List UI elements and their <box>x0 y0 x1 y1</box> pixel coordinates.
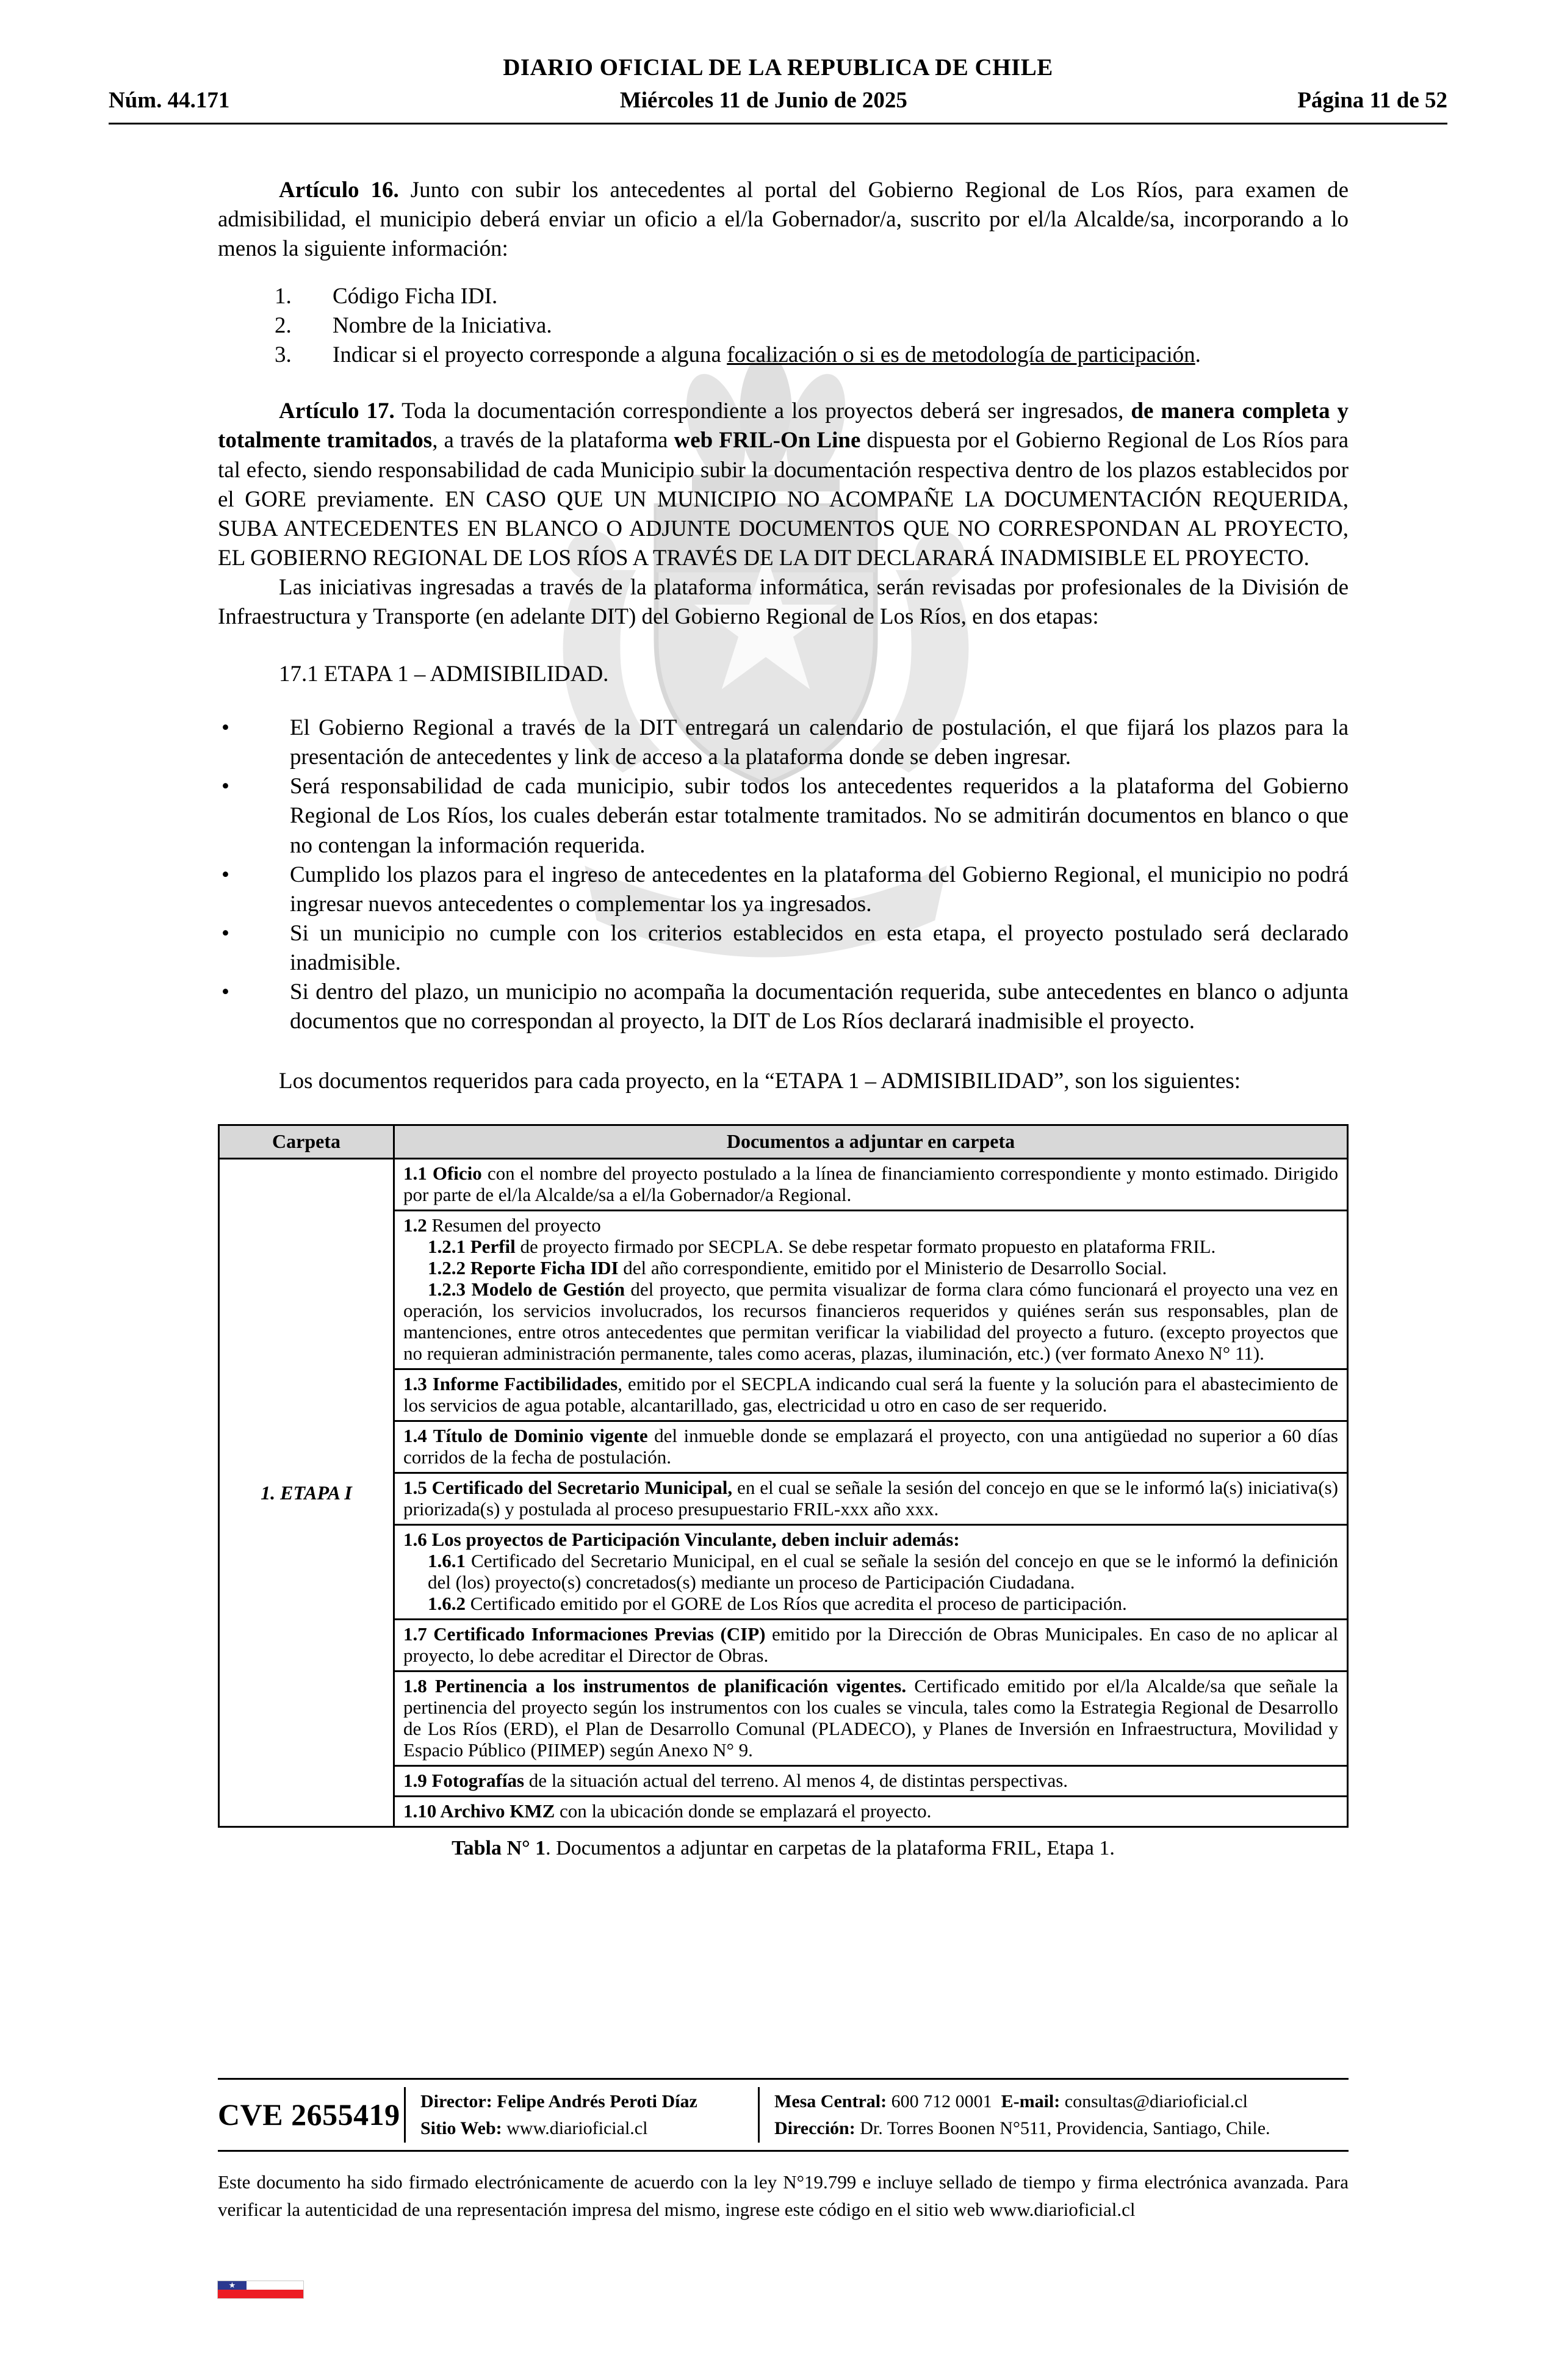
director-name: Felipe Andrés Peroti Díaz <box>497 2091 697 2111</box>
list-item-text-post: . <box>1195 342 1201 368</box>
article-17-run-bold: web FRIL-On Line <box>674 428 861 453</box>
document-item-label: 1.3 Informe Factibilidades <box>403 1372 618 1394</box>
list-item-text: Nombre de la Iniciativa. <box>333 313 552 339</box>
article-16-label: Artículo 16. <box>279 177 399 203</box>
bullet-item <box>218 772 1349 860</box>
document-item-text: del año correspondiente, emitido por el Ministerio de Desarrollo Social. <box>618 1257 1167 1278</box>
website-label: Sitio Web: <box>420 2118 502 2138</box>
list-item-text <box>333 341 1349 370</box>
article-17-run: , a través de la plataforma <box>432 428 674 453</box>
phone-label: Mesa Central: <box>774 2091 887 2111</box>
table-body <box>219 1158 1348 1826</box>
document-item-text: con el nombre del proyecto postulado a la línea de financiamiento correspondiente y monto estimado. Dirigido por parte de el/la Alcalde/sa a el/la Gobernador/a Regional. <box>403 1162 1339 1205</box>
address-label: Dirección: <box>774 2118 855 2138</box>
document-cell <box>394 1210 1348 1369</box>
document-item-label: 1.10 Archivo KMZ <box>403 1800 555 1822</box>
document-item-text: en el cual se señale la sesión del concejo en que se le informó la(s) iniciativa(s) priorizada(s) y postulada al proceso presupuestario FRIL-xxx año xxx. <box>403 1476 1338 1520</box>
bullet-marker: • <box>222 862 229 887</box>
document-item-text: del proyecto, que permita visualizar de forma clara cómo funcionará el proyecto una vez en operación, los servicios involucrados, los recursos financieros requeridos y quiénes serán sus responsables, plan de mantenciones, entre otros antecedentes que permitan verificar la viabilidad del proyecto a futuro. (excepto proyectos que no requieran administración permanente, tales como aceras, plazas, iluminación, etc.) (ver formato Anexo N° 11). <box>403 1278 1338 1364</box>
document-item-label: 1.7 Certificado Informaciones Previas (CIP) <box>403 1623 766 1645</box>
email-address: consultas@diarioficial.cl <box>1064 2091 1248 2111</box>
document-item-label: 1.1 Oficio <box>403 1162 482 1184</box>
document-item-text: emitido por la Dirección de Obras Municipales. En caso de no aplicar al proyecto, lo debe acreditar el Director de Obras. <box>403 1623 1339 1666</box>
cell-paragraph <box>403 1373 1338 1416</box>
document-item-label: 1.5 Certificado del Secretario Municipal, <box>403 1476 733 1498</box>
cell-paragraph <box>403 1477 1338 1520</box>
document-cell <box>394 1421 1348 1473</box>
list-item-number: 2. <box>275 313 292 339</box>
director-block <box>404 2087 758 2143</box>
director-line <box>420 2088 752 2115</box>
list-item-number: 1. <box>275 284 292 309</box>
document-item-text: Certificado del Secretario Municipal, en el cual se señale la sesión del concejo en que se le informó la definición del (los) proyecto(s) concretados(s) mediante un proceso de Participación Ciudadana. <box>428 1549 1338 1593</box>
list-item-text-pre: Indicar si el proyecto corresponde a alguna <box>333 342 727 368</box>
table-header-row <box>219 1125 1348 1158</box>
issue-number: Núm. 44.171 <box>109 87 230 113</box>
bullet-text: Si un municipio no cumple con los criterios establecidos en esta etapa, el proyecto postulado será declarado inadmisible. <box>290 920 1349 975</box>
document-item-text: , emitido por el SECPLA indicando cual será la fuente y la solución para el abastecimiento de los servicios de agua potable, alcantarillado, gas, electricidad u otro en caso de ser requerido. <box>403 1372 1338 1416</box>
document-item-label: 1.9 Fotografías <box>403 1769 525 1791</box>
cell-paragraph <box>403 1800 1338 1822</box>
article-16-list <box>275 282 1349 370</box>
flag-red-stripe <box>218 2290 303 2298</box>
cell-paragraph <box>403 1425 1338 1468</box>
website-url: www.diarioficial.cl <box>506 2118 648 2138</box>
header-meta-row <box>109 86 1447 115</box>
list-item <box>275 341 1349 370</box>
page-footer <box>218 2078 1349 2224</box>
document-item-text: con la ubicación donde se emplazará el proyecto. <box>555 1800 932 1822</box>
cell-paragraph <box>403 1529 1338 1550</box>
bullet-item <box>218 919 1349 978</box>
document-cell <box>394 1671 1348 1765</box>
flag-canton <box>218 2281 247 2290</box>
document-cell <box>394 1369 1348 1421</box>
bullet-item <box>218 860 1349 919</box>
admissibility-bullets <box>218 713 1349 1036</box>
flag-white-field <box>247 2281 303 2290</box>
bullet-item <box>218 978 1349 1036</box>
list-item <box>275 311 1349 341</box>
document-item-label: 1.2 <box>403 1214 427 1236</box>
bullet-text: Será responsabilidad de cada municipio, subir todos los antecedentes requeridos a la plataforma del Gobierno Regional de Los Ríos, los cuales deberán estar totalmente tramitados. No se admitirán documentos en blanco o que no contengan la información requerida. <box>290 774 1349 858</box>
cell-paragraph <box>403 1623 1338 1666</box>
bullet-text: Cumplido los plazos para el ingreso de antecedentes en la plataforma del Gobierno Regional, el municipio no podrá ingresar nuevos antecedentes o complementar los ya ingresados. <box>290 862 1349 917</box>
document-item-text: Certificado emitido por el GORE de Los Ríos que acredita el proceso de participación. <box>466 1592 1127 1614</box>
cell-paragraph <box>403 1675 1338 1761</box>
legal-notice: Este documento ha sido firmado electrónicamente de acuerdo con la ley N°19.799 e incluye sellado de tiempo y firma electrónica avanzada. Para verificar la autenticidad de una representación impresa del mismo, ingrese este código en el sitio web www.diarioficial.cl <box>218 2171 1349 2220</box>
chile-flag-icon <box>218 2281 303 2298</box>
list-item <box>275 282 1349 311</box>
documents-table <box>218 1124 1349 1828</box>
page-header <box>109 0 1447 124</box>
article-17-paragraph-2: Las iniciativas ingresadas a través de la plataforma informática, serán revisadas por profesionales de la División de Infraestructura y Transporte (en adelante DIT) del Gobierno Regional de Los Ríos, en dos etapas: <box>218 574 1349 629</box>
document-cell <box>394 1524 1348 1619</box>
article-17-run: Toda la documentación correspondiente a los proyectos deberá ser ingresados, <box>394 398 1131 424</box>
closing-paragraph: Los documentos requeridos para cada proyecto, en la “ETAPA 1 – ADMISIBILIDAD”, son los siguientes: <box>279 1069 1241 1094</box>
cve-number: CVE 2655419 <box>218 2097 400 2132</box>
table-row <box>219 1158 1348 1210</box>
cell-paragraph <box>428 1550 1338 1593</box>
header-rule <box>109 123 1447 124</box>
bullet-marker: • <box>222 979 229 1005</box>
document-item-label: 1.8 Pertinencia a los instrumentos de planificación vigentes. <box>403 1675 907 1697</box>
director-label: Director: <box>420 2091 492 2111</box>
document-cell <box>394 1158 1348 1210</box>
document-cell <box>394 1765 1348 1796</box>
table-caption-text: . Documentos a adjuntar en carpetas de la plataforma FRIL, Etapa 1. <box>546 1836 1115 1859</box>
table-caption <box>218 1835 1349 1862</box>
cell-paragraph <box>403 1236 1338 1257</box>
address-line <box>774 2115 1342 2142</box>
document-body <box>218 176 1349 1862</box>
page-indicator: Página 11 de 52 <box>1297 87 1447 113</box>
masthead-title: DIARIO OFICIAL DE LA REPUBLICA DE CHILE <box>503 54 1053 81</box>
cell-paragraph <box>403 1163 1338 1205</box>
document-item-label: 1.4 Título de Dominio vigente <box>403 1424 648 1446</box>
section-17-1-heading: 17.1 ETAPA 1 – ADMISIBILIDAD. <box>279 662 609 687</box>
document-item-text: de proyecto firmado por SECPLA. Se debe respetar formato propuesto en plataforma FRIL. <box>515 1235 1216 1257</box>
document-item-text: Resumen del proyecto <box>427 1214 601 1236</box>
cve-box <box>218 2078 1349 2152</box>
bullet-item <box>218 713 1349 772</box>
document-cell <box>394 1619 1348 1671</box>
cell-paragraph <box>403 1257 1338 1278</box>
document-item-label: 1.6.2 <box>428 1592 466 1614</box>
document-item-label: 1.6 Los proyectos de Participación Vinculante, deben incluir además: <box>403 1528 960 1550</box>
cell-paragraph <box>403 1214 1338 1236</box>
address-value: Dr. Torres Boonen N°511, Providencia, Santiago, Chile. <box>860 2118 1270 2138</box>
document-item-label: 1.6.1 <box>428 1549 466 1571</box>
document-item-label: 1.2.1 Perfil <box>428 1235 516 1257</box>
email-label: E-mail: <box>1001 2091 1061 2111</box>
article-17-run: dispuesta por el Gobierno Regional de Los Ríos para tal efecto, siendo responsabilidad de cada Municipio subir la documentación respectiva dentro de los plazos establecidos por el GORE previamente. EN CASO QUE UN MUNICIPIO NO ACOMPAÑE LA DOCUMENTACIÓN REQUERIDA, SUBA ANTECEDENTES EN BLANCO O ADJUNTE DOCUMENTOS QUE NO CORRESPONDAN AL PROYECTO, EL GOBIERNO REGIONAL DE LOS RÍOS A TRAVÉS DE LA DIT DECLARARÁ INADMISIBLE EL PROYECTO. <box>218 428 1349 571</box>
bullet-marker: • <box>222 920 229 946</box>
document-item-text: del inmueble donde se emplazará el proyecto, con una antigüedad no superior a 60 días corridos de la fecha de postulación. <box>403 1424 1338 1468</box>
bullet-marker: • <box>222 715 229 741</box>
article-17-run-bold: de manera completa y totalmente tramitados <box>218 398 1349 453</box>
list-item-number: 3. <box>275 342 292 368</box>
website-line <box>420 2115 752 2142</box>
cell-paragraph <box>428 1593 1338 1614</box>
document-item-text: Certificado emitido por el/la Alcalde/sa que señale la pertinencia del proyecto según los instrumentos con los cuales se vincula, tales como la Estrategia Regional de Desarrollo de Los Ríos (ERD), el Plan de Desarrollo Comunal (PLADECO), y Planes de Inversión en Infraestructura, Movilidad y Espacio Público (PIIMEP) según Anexo N° 9. <box>403 1675 1338 1761</box>
document-cell <box>394 1796 1348 1826</box>
document-item-label: 1.2.2 Reporte Ficha IDI <box>428 1257 619 1278</box>
cell-paragraph <box>403 1770 1338 1791</box>
flag-top-half <box>218 2281 303 2290</box>
bullet-text: El Gobierno Regional a través de la DIT entregará un calendario de postulación, el que fijará los plazos para la presentación de antecedentes y link de acceso a la plataforma donde se deben ingresar. <box>290 715 1349 770</box>
bullet-text: Si dentro del plazo, un municipio no acompaña la documentación requerida, sube antecedentes en blanco o adjunta documentos que no correspondan al proyecto, la DIT de Los Ríos declarará inadmisible el proyecto. <box>290 979 1349 1034</box>
carpeta-column-header: Carpeta <box>219 1125 394 1158</box>
underlined-text: focalización o si es de metodología de participación <box>727 342 1195 368</box>
phone-number: 600 712 0001 <box>891 2091 992 2111</box>
etapa-cell: 1. ETAPA I <box>219 1158 394 1826</box>
document-cell <box>394 1473 1348 1524</box>
phone-email-line <box>774 2088 1342 2115</box>
contact-block <box>758 2087 1349 2143</box>
bullet-marker: • <box>222 774 229 799</box>
documents-column-header: Documentos a adjuntar en carpeta <box>394 1125 1348 1158</box>
article-17-label: Artículo 17. <box>279 398 395 424</box>
document-item-label: 1.2.3 Modelo de Gestión <box>428 1278 625 1300</box>
cell-paragraph <box>403 1278 1338 1364</box>
document-item-text: de la situación actual del terreno. Al menos 4, de distintas perspectivas. <box>524 1769 1068 1791</box>
article-16-paragraph <box>218 176 1349 264</box>
table-caption-label: Tabla N° 1 <box>452 1836 546 1859</box>
article-17-paragraph <box>218 397 1349 573</box>
header-date: Miércoles 11 de Junio de 2025 <box>619 87 907 113</box>
flag-star: ★ <box>228 2281 236 2290</box>
article-16-text: Junto con subir los antecedentes al portal del Gobierno Regional de Los Ríos, para examen de admisibilidad, el municipio deberá enviar un oficio a el/la Gobernador/a, suscrito por el/la Alcalde/sa, incorporando a lo menos la siguiente información: <box>218 177 1349 261</box>
list-item-text: Código Ficha IDI. <box>333 284 498 309</box>
